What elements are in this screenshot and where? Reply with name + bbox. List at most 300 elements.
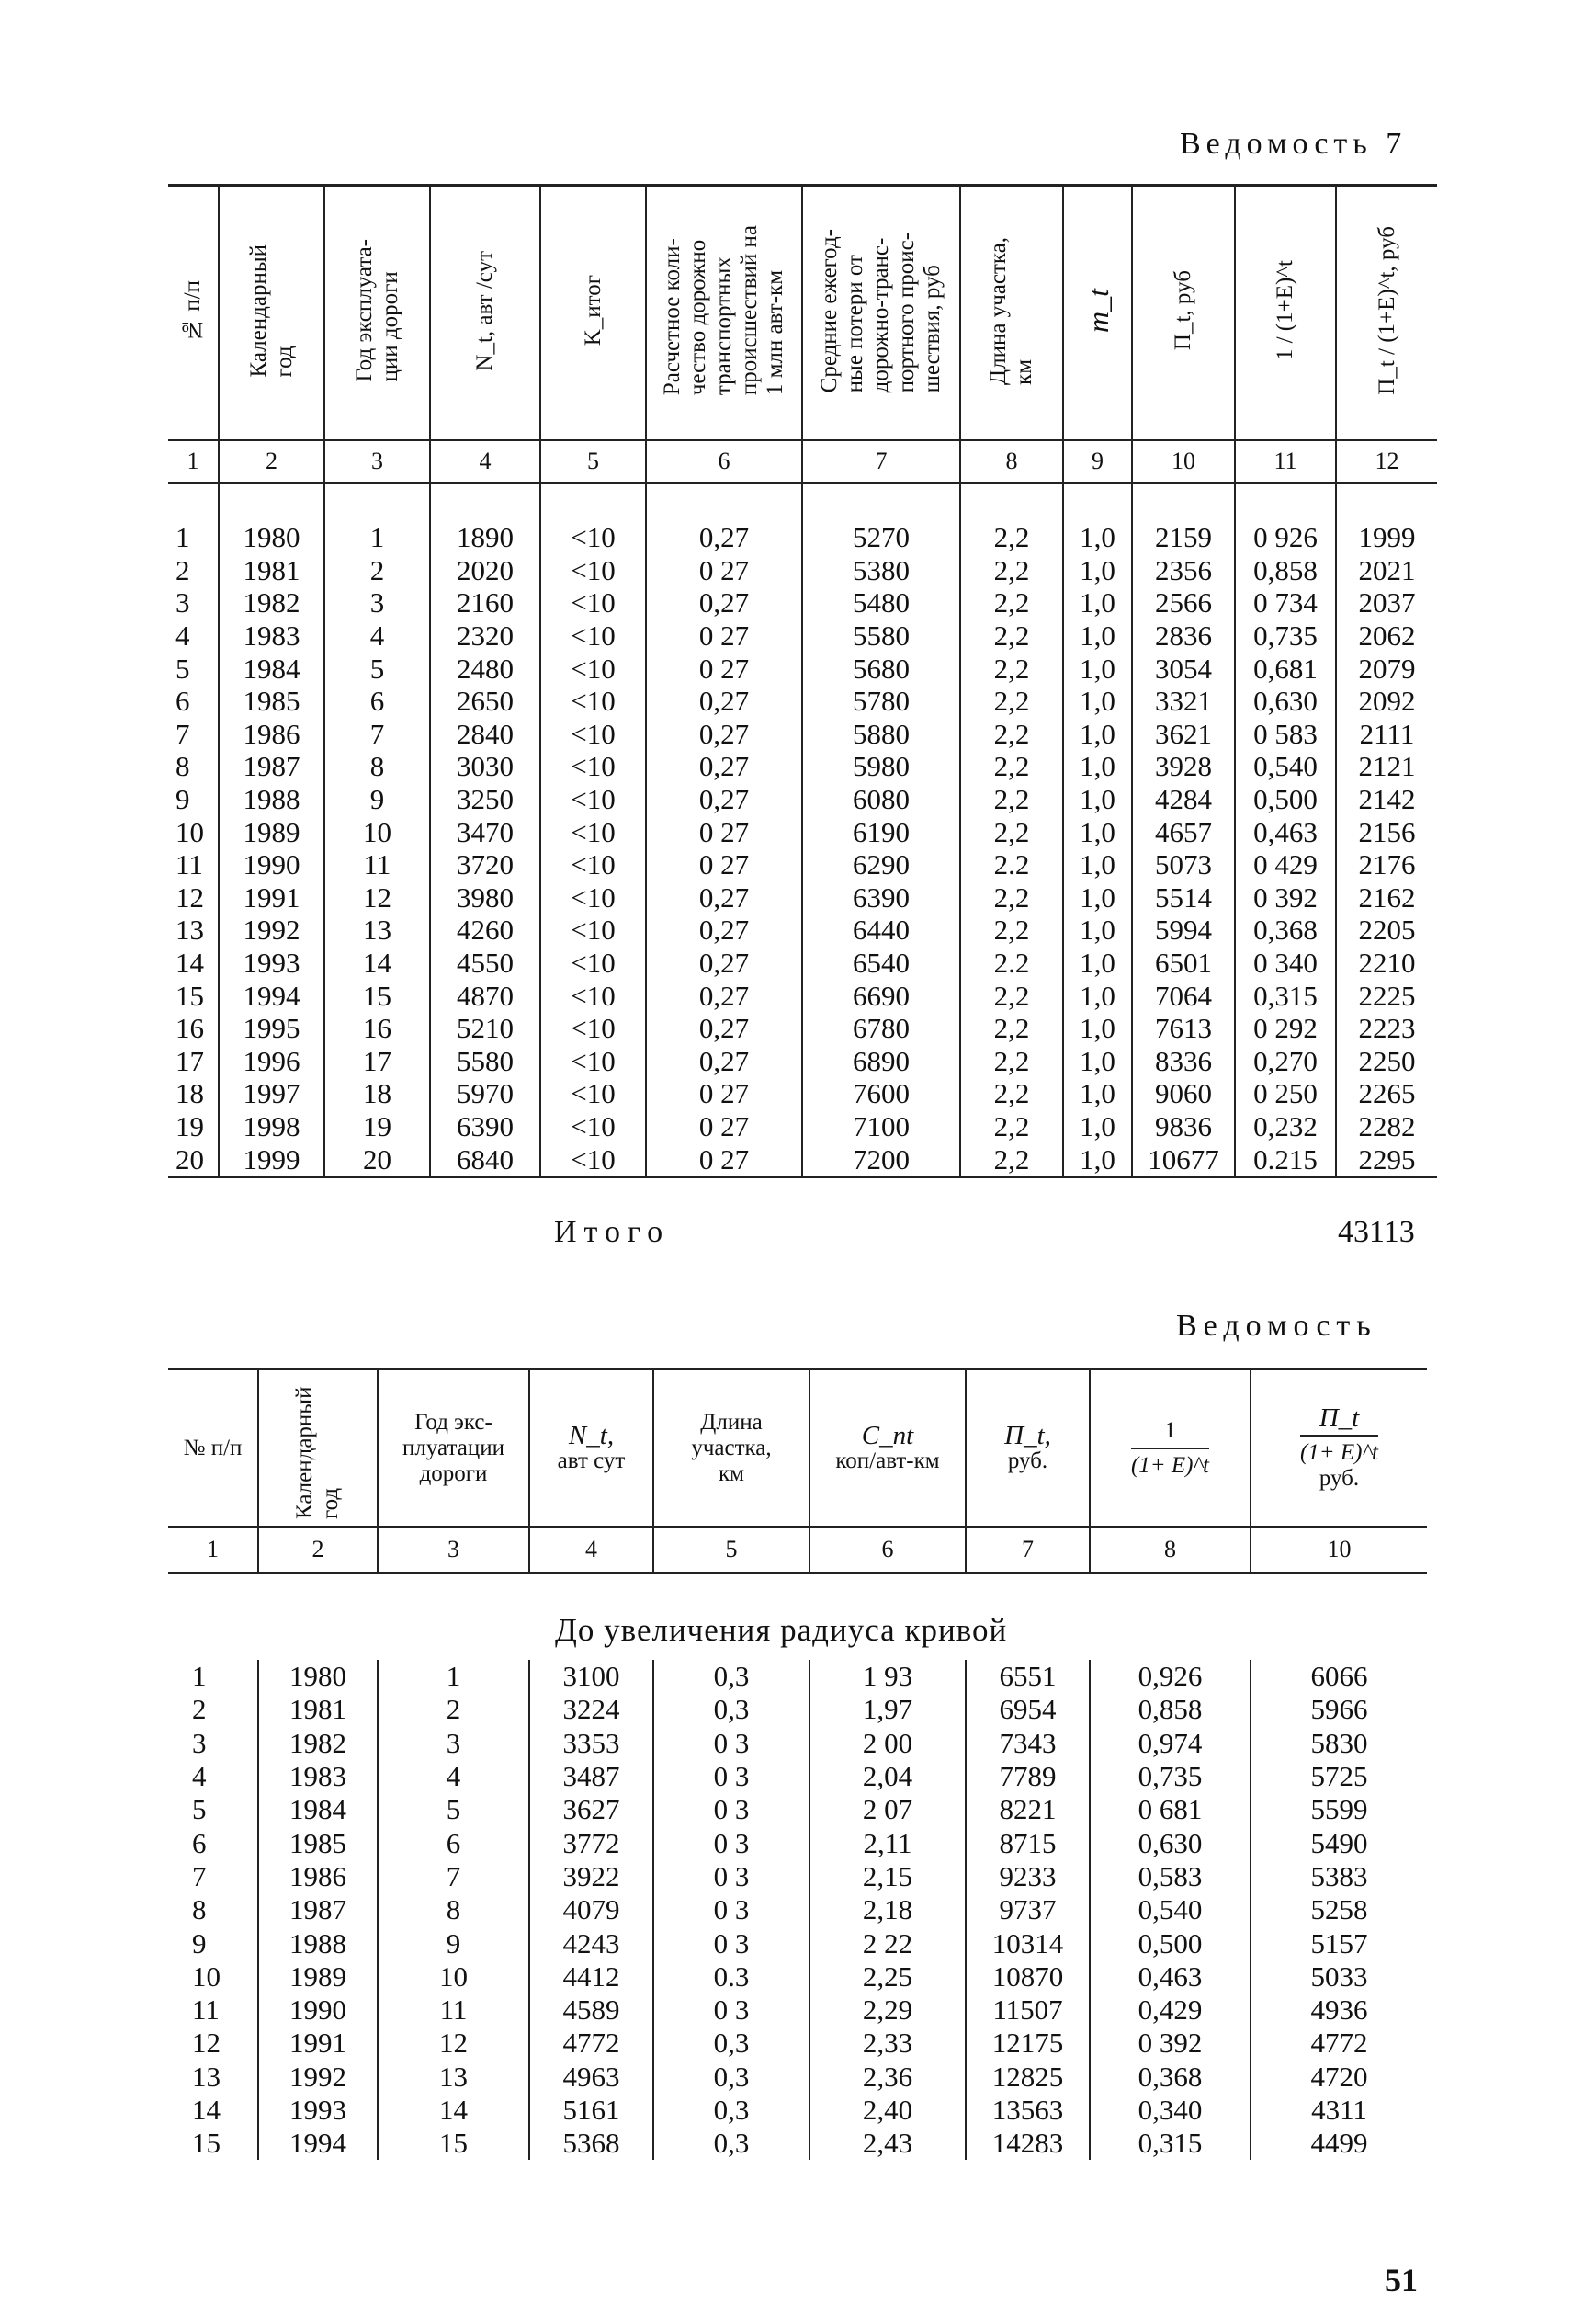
table-cell: 2156 [1336,815,1437,848]
table-cell: 5994 [1132,914,1235,947]
fraction-denominator: (1+ E)^t [1130,1452,1210,1478]
table-cell: 5 [378,1793,529,1826]
table-cell: 12 [378,2027,529,2060]
table-cell: 0 292 [1235,1012,1336,1045]
table-cell: 1,0 [1063,947,1132,980]
table-cell: 4079 [529,1893,653,1926]
table-cell: 9737 [966,1893,1090,1926]
table-row [168,1045,1437,1078]
header-cell [802,186,960,441]
table-row [168,947,1437,980]
table-cell: 0 250 [1235,1077,1336,1110]
table-cell: 4772 [529,2027,653,2060]
table-cell: 9060 [1132,1077,1235,1110]
table-row [168,979,1437,1012]
table-cell: 2250 [1336,1045,1437,1078]
table-cell: 3224 [529,1693,653,1726]
table-row [168,1760,1427,1793]
table-row [168,750,1437,783]
table-cell: 1987 [258,1893,378,1926]
table-cell: 6190 [802,815,960,848]
header-text: N_t, авт /сут [472,250,497,371]
column-number-cell: 3 [378,1527,529,1573]
table-cell: <10 [540,815,646,848]
table-cell: 1 [192,1660,207,1693]
table-cell: <10 [540,1012,646,1045]
table-cell: 19 [324,1110,430,1143]
table-cell: 2480 [430,652,540,685]
table-cell: 1,97 [809,1693,966,1726]
header-cell [1090,1369,1251,1528]
table-cell: 2,2 [960,619,1063,653]
table-cell: 13 [378,2061,529,2094]
table-cell: <10 [540,685,646,718]
table-cell: 1,0 [1063,979,1132,1012]
table-cell: 1986 [219,718,324,751]
table-cell: 1994 [219,979,324,1012]
table-cell: 2,2 [960,881,1063,914]
table-cell: 1,0 [1063,881,1132,914]
column-number-cell: 7 [966,1527,1090,1573]
table-cell: 0 3 [653,1826,809,1859]
table-cell: 2650 [430,685,540,718]
table-cell: 1993 [258,2094,378,2127]
table-cell: 0,3 [653,2094,809,2127]
table-cell: 0,463 [1235,815,1336,848]
table-cell: <10 [540,881,646,914]
header-text: m_t [1081,289,1115,333]
table-cell: 1981 [219,554,324,587]
table-cell: 1983 [258,1760,378,1793]
table-cell: <10 [540,914,646,947]
table-cell: 1,0 [1063,783,1132,816]
table-cell: 1 [324,521,430,554]
header-cell [1235,186,1336,441]
table-cell: 20 [324,1142,430,1176]
table-cell: 0,630 [1090,1826,1251,1859]
table-cell: 0,3 [653,2127,809,2160]
table-cell: 2 [378,1693,529,1726]
table-cell: 3100 [529,1660,653,1693]
table-cell: 1984 [219,652,324,685]
table-cell: 0,368 [1235,914,1336,947]
table-cell: 5725 [1251,1760,1427,1793]
table-cell: 1,0 [1063,848,1132,881]
table-cell: 1995 [219,1012,324,1045]
table-header-row [168,1369,1427,1528]
table-cell: 12 [192,2027,221,2060]
table-cell: 2.2 [960,947,1063,980]
table-cell: 0 3 [653,1926,809,1959]
table-cell: 6840 [430,1142,540,1176]
table-cell: 0,27 [646,1045,802,1078]
table-cell: 0,270 [1235,1045,1336,1078]
table-cell: 0,735 [1090,1760,1251,1793]
header-text: коп/авт-км [835,1448,940,1473]
table-cell: 0 27 [646,1142,802,1176]
table-cell: 4 [175,619,190,653]
header-text: C_пt [861,1420,914,1450]
table-cell: 5161 [529,2094,653,2127]
table-cell: 3980 [430,881,540,914]
table-cell: 0,27 [646,718,802,751]
table-cell: 6690 [802,979,960,1012]
table-cell: 2,25 [809,1960,966,1993]
table-cell: 1,0 [1063,1110,1132,1143]
table-cell: 4412 [529,1960,653,1993]
column-number-cell: 4 [529,1527,653,1573]
table-row [168,881,1437,914]
table-cell: 0,735 [1235,619,1336,653]
page-number: 51 [1385,2262,1418,2299]
table-cell: <10 [540,947,646,980]
table-cell: <10 [540,1045,646,1078]
statement-table [168,1368,1427,1574]
header-cell [378,1369,529,1528]
header-text: П_t, руб [1171,270,1195,351]
header-text: Год экс- плуатации дороги [402,1409,504,1486]
table-cell: 6290 [802,848,960,881]
table-row [168,1660,1427,1693]
header-text: № п/п [180,279,205,342]
header-cell [529,1369,653,1528]
statement-body [168,1660,1427,2160]
table-cell: 5830 [1251,1727,1427,1760]
table-cell: 0,3 [653,2061,809,2094]
table-cell: 6540 [802,947,960,980]
table-cell: 3487 [529,1760,653,1793]
table-cell: 4657 [1132,815,1235,848]
table-cell: 2,2 [960,1012,1063,1045]
table-row [168,619,1437,653]
statement-title: Ведомость [1176,1309,1377,1343]
table-cell: 5380 [802,554,960,587]
table-cell: 5157 [1251,1926,1427,1959]
fraction-numerator: П_t [1300,1405,1378,1437]
table-cell: 10314 [966,1926,1090,1959]
table-cell: 13 [192,2060,221,2093]
table-cell: 6501 [1132,947,1235,980]
table-cell: <10 [540,979,646,1012]
table-cell: 1,0 [1063,815,1132,848]
table-cell: 3 [324,586,430,619]
table-cell: 2,29 [809,1993,966,2027]
table-cell: 0,27 [646,881,802,914]
table-cell: 0,315 [1090,2127,1251,2160]
table-cell: 2,2 [960,554,1063,587]
header-text: Календарный год [245,244,297,378]
table-cell: 4 [192,1760,207,1793]
column-number-cell: 7 [802,440,960,483]
table-cell: 4936 [1251,1993,1427,2027]
table-cell: 4311 [1251,2094,1427,2127]
table-cell: <10 [540,521,646,554]
table-cell: 18 [324,1077,430,1110]
header-cell [168,1369,258,1528]
table-cell: 0 734 [1235,586,1336,619]
table-row [168,848,1437,881]
table-cell: 5966 [1251,1693,1427,1726]
header-text: авт сут [557,1448,626,1473]
table-cell: 4589 [529,1993,653,2027]
table-cell: <10 [540,1110,646,1143]
header-text: Год эксплуата- ции дороги [351,239,402,382]
table-cell: 1,0 [1063,1077,1132,1110]
table-cell: 9233 [966,1860,1090,1893]
table-cell: 0 3 [653,1893,809,1926]
table-row [168,1077,1437,1110]
table-cell: 6390 [802,881,960,914]
table-cell: 13 [324,914,430,947]
table-cell: 2,43 [809,2127,966,2160]
table-cell: 2320 [430,619,540,653]
table-cell: 8715 [966,1826,1090,1859]
table-cell: 9 [378,1926,529,1959]
table-cell: 3054 [1132,652,1235,685]
table-cell: 3030 [430,750,540,783]
table-cell: 18 [175,1077,204,1110]
table-cell: 2.2 [960,848,1063,881]
fraction [1300,1405,1378,1466]
table-cell: 1990 [219,848,324,881]
table-cell: 0,3 [653,1693,809,1726]
table-cell: 0,500 [1090,1926,1251,1959]
fraction-numerator: 1 [1131,1418,1209,1449]
table-cell: 1 93 [809,1660,966,1693]
table-cell: 2,15 [809,1860,966,1893]
table-cell: 19 [175,1109,204,1142]
table-cell: 2 [324,554,430,587]
table-cell: 2,36 [809,2061,966,2094]
table-cell: 2160 [430,586,540,619]
table-cell: 4260 [430,914,540,947]
table-cell: 2840 [430,718,540,751]
table-cell: 1890 [430,521,540,554]
statement-table-body [168,1660,1427,2160]
column-number-cell: 8 [960,440,1063,483]
table-cell: 1993 [219,947,324,980]
table-cell: 0,681 [1235,652,1336,685]
table-cell: 8 [378,1893,529,1926]
table-cell: 2,33 [809,2027,966,2060]
header-cell [324,186,430,441]
table-cell: 1,0 [1063,718,1132,751]
table-cell: 5970 [430,1077,540,1110]
table-cell: 2 [175,553,190,586]
table-cell: 3772 [529,1826,653,1859]
table-cell: 5780 [802,685,960,718]
table-cell: <10 [540,750,646,783]
table-cell: 15 [175,979,204,1012]
table-cell: 16 [324,1012,430,1045]
table-cell: 4499 [1251,2127,1427,2160]
table-cell: 3 [175,586,190,619]
table-cell: 2295 [1336,1142,1437,1176]
table-cell: 15 [378,2127,529,2160]
table-row [168,685,1437,718]
header-cell [168,186,219,441]
table-cell: 5 [192,1793,207,1826]
header-text: П_t / (1+E)^t, руб [1374,226,1399,395]
header-text: 1 / (1+E)^t [1273,260,1297,361]
table-cell: 8 [175,750,190,783]
column-number-cell: 6 [646,440,802,483]
table-cell: 1 [378,1660,529,1693]
table-cell: 2079 [1336,652,1437,685]
column-number-cell: 1 [168,1527,258,1573]
table-cell: 0 429 [1235,848,1336,881]
table-cell: 1986 [258,1860,378,1893]
table-row [168,2061,1427,2094]
table-cell: 0 27 [646,815,802,848]
table-cell: 12 [324,881,430,914]
table-cell: 0 392 [1090,2027,1251,2060]
table-cell: 5514 [1132,881,1235,914]
table-cell: 2,2 [960,750,1063,783]
table-cell: 0 3 [653,1860,809,1893]
table-cell: 7 [192,1859,207,1892]
table-cell: 7600 [802,1077,960,1110]
table-row [168,1142,1437,1176]
table-cell: 11 [324,848,430,881]
table-cell: 0,858 [1090,1693,1251,1726]
table-cell: 7613 [1132,1012,1235,1045]
header-cell [1251,1369,1427,1528]
header-cell [1336,186,1437,441]
table-cell: 17 [175,1044,204,1077]
table-cell: 14283 [966,2127,1090,2160]
table-cell: 2092 [1336,685,1437,718]
table-cell: 9 [324,783,430,816]
table-cell: 5580 [802,619,960,653]
table-row [168,1826,1427,1859]
table-cell: 0 681 [1090,1793,1251,1826]
table-cell: 0 340 [1235,947,1336,980]
header-cell [430,186,540,441]
table-cell: 0,583 [1090,1860,1251,1893]
header-cell [646,186,802,441]
table-cell: 0 27 [646,848,802,881]
table-cell: 6780 [802,1012,960,1045]
table-cell: 2225 [1336,979,1437,1012]
table-cell: 10 [192,1959,221,1993]
table-cell: 2062 [1336,619,1437,653]
table-cell: 1985 [219,685,324,718]
table-cell: 0,27 [646,947,802,980]
table-cell: 2037 [1336,586,1437,619]
table-cell: 10870 [966,1960,1090,1993]
table-cell: 1,0 [1063,619,1132,653]
table-cell: 0,27 [646,979,802,1012]
table-cell: 7789 [966,1760,1090,1793]
table-cell: 9 [192,1926,207,1959]
table-cell: 11 [175,848,203,881]
table-row [168,2027,1427,2060]
table-row [168,815,1437,848]
header-text: Длина участка, км [691,1409,772,1486]
table-cell: 1,0 [1063,652,1132,685]
table-cell: 2,2 [960,718,1063,751]
table-cell: <10 [540,652,646,685]
table-cell: 14 [324,947,430,980]
table-cell: 2205 [1336,914,1437,947]
header-cell [258,1369,378,1528]
table-cell: 2 00 [809,1727,966,1760]
table-cell: 5580 [430,1045,540,1078]
table-row [168,914,1437,947]
table-cell: 1982 [258,1727,378,1760]
table-cell: 2356 [1132,554,1235,587]
table-cell: 8 [324,750,430,783]
table-cell: 1987 [219,750,324,783]
table-cell: 1999 [1336,521,1437,554]
table-cell: 2,2 [960,1142,1063,1176]
table-cell: 0 392 [1235,881,1336,914]
header-cell [809,1369,966,1528]
table-cell: 14 [192,2094,221,2126]
table-cell: 5073 [1132,848,1235,881]
table-cell: 1996 [219,1045,324,1078]
header-text: Длина участка, км [986,236,1036,385]
table-cell: 2,2 [960,652,1063,685]
table-row [168,1012,1437,1045]
table-cell: 1997 [219,1077,324,1110]
table-cell: 6 [324,685,430,718]
header-cell [966,1369,1090,1528]
table-cell: 16 [175,1012,204,1045]
column-number-cell: 10 [1132,440,1235,483]
table-cell: 1,0 [1063,685,1132,718]
table-cell: 6890 [802,1045,960,1078]
column-number-cell: 6 [809,1527,966,1573]
table-cell: 6 [192,1826,207,1859]
table-cell: 0,3 [653,1660,809,1693]
table-cell: 2,2 [960,1110,1063,1143]
table-cell: 1981 [258,1693,378,1726]
table-cell: 12825 [966,2061,1090,2094]
table-cell: 2,2 [960,979,1063,1012]
column-number-cell: 10 [1251,1527,1427,1573]
table-cell: 0,429 [1090,1993,1251,2027]
header-text: П_t, [1004,1420,1051,1450]
table-cell: 3 [378,1727,529,1760]
table-cell: 1,0 [1063,1142,1132,1176]
table-cell: 1984 [258,1793,378,1826]
column-number-cell: 5 [540,440,646,483]
table-cell: 0,926 [1090,1660,1251,1693]
table-cell: 5383 [1251,1860,1427,1893]
table-cell: 6066 [1251,1660,1427,1693]
table-cell: 1989 [258,1960,378,1993]
table-cell: <10 [540,554,646,587]
column-number-cell: 3 [324,440,430,483]
table-cell: <10 [540,783,646,816]
column-number-cell: 9 [1063,440,1132,483]
table-cell: 0 27 [646,652,802,685]
table-cell: 5368 [529,2127,653,2160]
header-text: № п/п [183,1435,243,1460]
table-cell: 3470 [430,815,540,848]
table-cell: 7 [175,717,190,750]
table-cell: 15 [192,2127,221,2160]
table-cell: 1980 [219,521,324,554]
table-cell: 2210 [1336,947,1437,980]
header-text: N_t, [568,1420,615,1450]
table-header-row [168,186,1437,441]
column-number-cell: 5 [653,1527,809,1573]
table-row [168,1693,1427,1726]
table-cell: 3928 [1132,750,1235,783]
